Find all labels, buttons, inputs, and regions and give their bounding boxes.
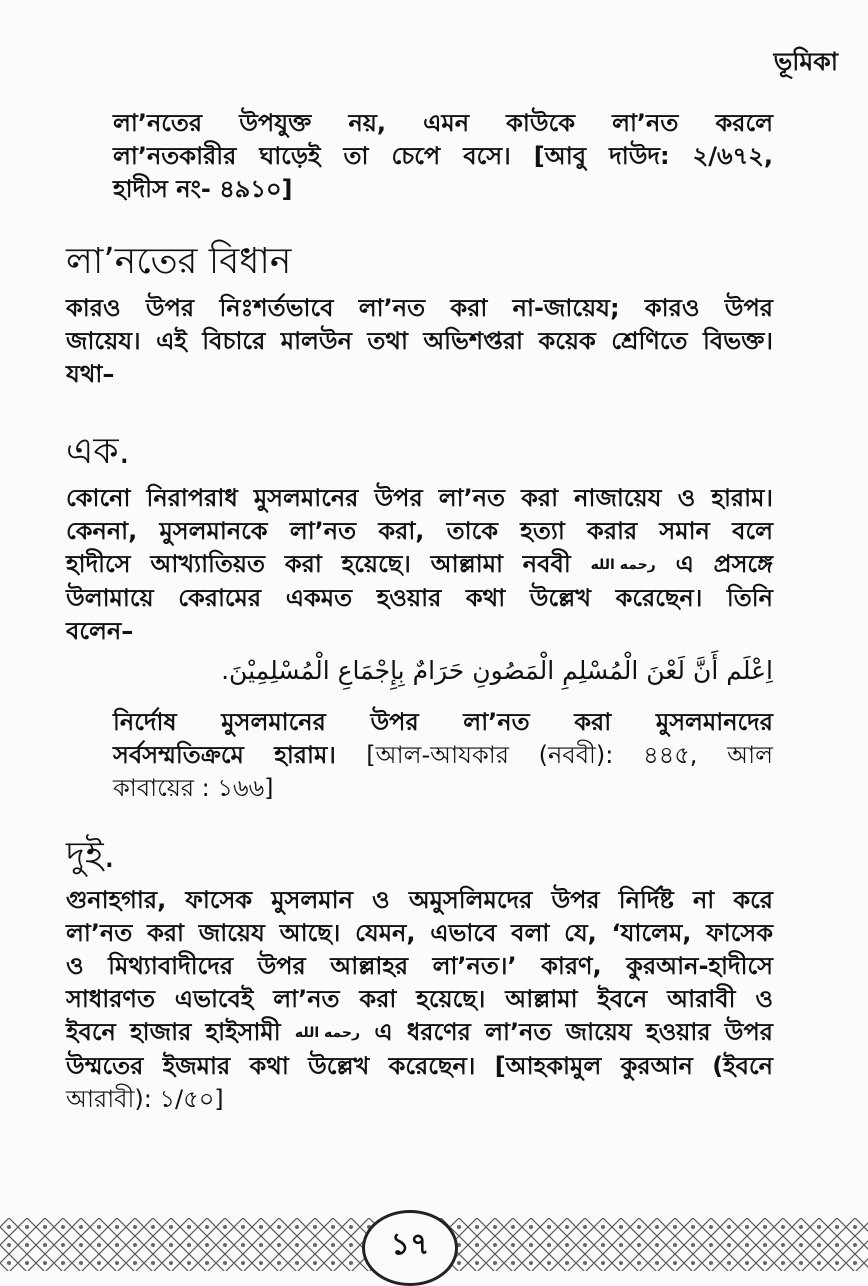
para-line: ও মিথ্যাবাদীদের উপর আল্লাহর লা’নত।’ কারণ, কুরআন-হাদীসে [66, 952, 773, 980]
arabic-quote: اِعْلَم أَنَّ لَعْنَ الْمُسْلِمِ الْمَصُونِ حَرَامٌ بِإِجْمَاعِ الْمُسْلِمِيْنَ. [221, 656, 773, 685]
reference: আরাবী): ১/৫০] [66, 1084, 224, 1113]
para-line: লা’নত করা জায়েয আছে। যেমন, এভাবে বলা যে, ‘যালেম, ফাসেক [66, 919, 773, 947]
reference: [আল-আযকার (নববী): ৪৪৫, আল [366, 741, 773, 769]
section-one-paragraph [66, 482, 773, 648]
para-line-part: ইবনে হাজার হাইসামী [66, 1018, 281, 1046]
running-header: ভূমিকা [773, 47, 838, 76]
reference: কাবায়ের : ১৬৬] [113, 774, 274, 802]
section-heading: লা’নতের বিধান [66, 241, 292, 282]
heading-one: এক. [66, 431, 131, 472]
section-two-paragraph [66, 884, 773, 1116]
intro-line: যথা– [66, 360, 115, 388]
top-quote [113, 107, 773, 206]
para-line: উলামায়ে কেরামের একমত হওয়ার কথা উল্লেখ করেছেন। তিনি [66, 583, 773, 612]
para-line: বলেন– [66, 616, 134, 645]
intro-line: কারও উপর নিঃশর্তভাবে লা’নত করা না-জায়েয; কারও উপর [66, 294, 773, 322]
translation-part: সর্বসম্মতিক্রমে হারাম। [113, 741, 336, 769]
intro-line: জায়েয। এই বিচারে মালউন তথা অভিশপ্তরা কয়েক শ্রেণিতে বিভক্ত। [66, 327, 773, 355]
quote-line: লা’নতকারীর ঘাড়েই তা চেপে বসে। [আবু দাউদ: ২/৬৭২, [113, 142, 773, 170]
para-line: গুনাহগার, ফাসেক মুসলমান ও অমুসলিমদের উপর নির্দিষ্ট না করে [66, 886, 773, 914]
translation-line: নির্দোষ মুসলমানের উপর লা’নত করা মুসলমানদের [113, 708, 773, 736]
heading-two: দুই. [66, 835, 116, 876]
honorific-glyph: رحمه الله [590, 556, 656, 573]
para-line-part: এ প্রসঙ্গে [675, 550, 773, 578]
quote-line: হাদীস নং- ৪৯১০] [113, 175, 293, 203]
translation-line [113, 739, 773, 772]
para-line [66, 548, 773, 582]
para-line-text: উম্মতের ইজমার কথা উল্লেখ করেছেন। [আহকামুল কুরআন (ইবনে [66, 1051, 773, 1080]
para-line-part: হাদীসে আখ্যাতিয়ত করা হয়েছে। আল্লামা নববী [66, 550, 571, 578]
para-line-part: এ ধরণের লা’নত জায়েয হওয়ার উপর [374, 1018, 773, 1046]
intro-paragraph [66, 292, 773, 391]
para-line: কেননা, মুসলমানকে লা’নত করা, তাকে হত্যা করার সমান বলে [66, 517, 773, 545]
para-line: কোনো নিরাপরাধ মুসলমানের উপর লা’নত করা নাজায়েয ও হারাম। [66, 484, 773, 512]
para-line: সাধারণত এভাবেই লা’নত করা হয়েছে। আল্লামা ইবনে আরাবী ও [66, 985, 773, 1013]
quote-line: লা’নতের উপযুক্ত নয়, এমন কাউকে লা’নত করলে [113, 109, 773, 137]
honorific-glyph: رحمه الله [294, 1024, 361, 1041]
page-number: ১৭ [362, 1210, 458, 1286]
translation-block [113, 706, 773, 805]
para-line [66, 1050, 773, 1083]
para-line [66, 1016, 773, 1050]
